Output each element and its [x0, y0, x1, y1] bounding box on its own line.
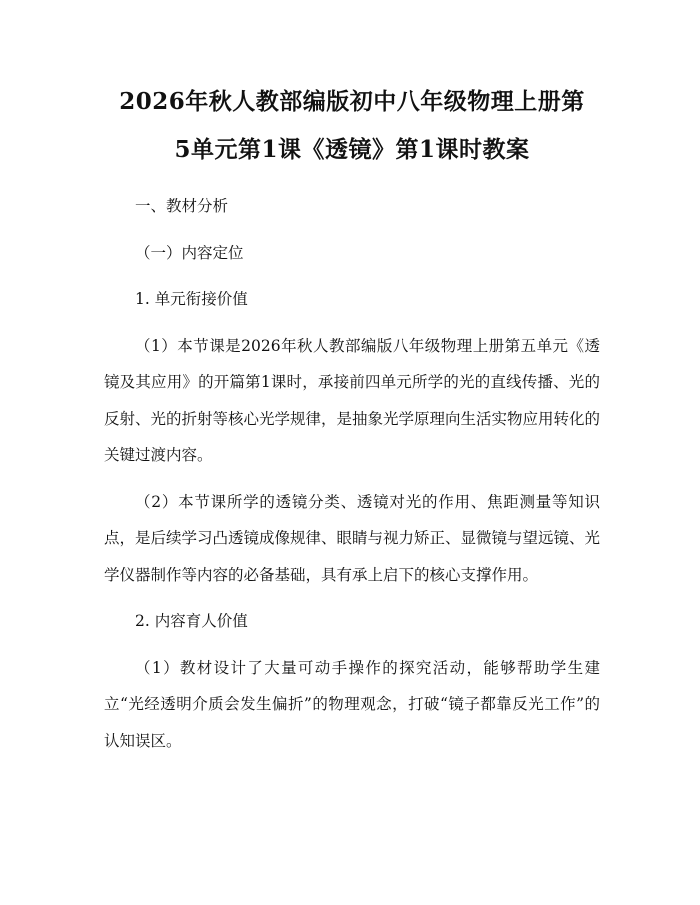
document-title: [104, 78, 600, 174]
section-heading-textbook-analysis: 一、教材分析: [135, 197, 229, 215]
subsection-heading-content-positioning: （一）内容定位: [135, 243, 244, 262]
paragraph-3: （1）教材设计了大量可动手操作的探究活动，能够帮助学生建立“光经透明介质会发生偏折”的物理观念，打破“镜子都靠反光工作”的认知误区。: [104, 658, 600, 750]
item-heading-unit-connection: 1. 单元衔接价值: [135, 290, 248, 308]
item-heading-educational-value: 2. 内容育人价值: [135, 612, 248, 630]
document-body: [104, 188, 600, 759]
title-line-1: 2026年秋人教部编版初中八年级物理上册第: [119, 88, 585, 115]
paragraph-1: （1）本节课是2026年秋人教部编版八年级物理上册第五单元《透镜及其应用》的开篇第1课时，承接前四单元所学的光的直线传播、光的反射、光的折射等核心光学规律，是抽象光学原理向生活实物应用转化的关键过渡内容。: [104, 336, 601, 464]
title-line-2: 5单元第1课《透镜》第1课时教案: [174, 136, 530, 163]
paragraph-2: （2）本节课所学的透镜分类、透镜对光的作用、焦距测量等知识点，是后续学习凸透镜成像规律、眼睛与视力矫正、显微镜与望远镜、光学仪器制作等内容的必备基础，具有承上启下的核心支撑作用。: [104, 492, 601, 584]
